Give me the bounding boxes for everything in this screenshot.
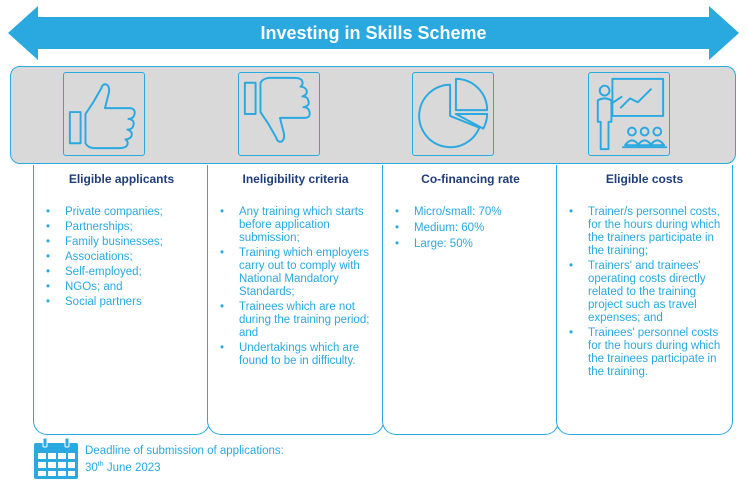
list-item: • Trainees' personnel costs for the hours during which the trainees participate in the training.	[569, 327, 722, 379]
pie-chart-icon	[412, 72, 494, 156]
card-title: Ineligibility criteria	[242, 172, 349, 186]
list-item: • Undertakings which are found to be in difficulty.	[220, 342, 373, 368]
card-title: Eligible applicants	[68, 172, 175, 186]
list-item: • Any training which starts before application submission;	[220, 206, 373, 245]
list-item: • Social partners	[46, 296, 199, 309]
bullet-list	[208, 206, 383, 368]
bullet-list	[557, 206, 732, 379]
list-item: • Trainer/s personnel costs, for the hours during which the trainers participate in the training;	[569, 206, 722, 258]
list-item: • Trainees which are not during the training period; and	[220, 301, 373, 340]
list-item: • Family businesses;	[46, 236, 199, 249]
bullet-list	[34, 206, 209, 309]
deadline-suffix: th	[97, 461, 104, 468]
page-title: Investing in Skills Scheme	[260, 23, 487, 43]
deadline-label: Deadline of submission of applications:	[85, 445, 284, 457]
card-eligible-costs	[556, 165, 733, 435]
thumbs-down-icon	[238, 72, 320, 156]
list-item: • Training which employers carry out to comply with National Mandatory Standards;	[220, 247, 373, 299]
list-item: • NGOs; and	[46, 281, 199, 294]
list-item: • Trainers' and trainees' operating costs directly related to the training project such as travel expenses; and	[569, 260, 722, 325]
calendar-icon	[33, 438, 79, 480]
deadline-month-year: June 2023	[103, 461, 161, 474]
card-title: Co-financing rate	[421, 172, 520, 186]
deadline-date	[85, 458, 284, 475]
presentation-icon	[588, 72, 670, 156]
card-ineligibility-criteria	[207, 165, 384, 435]
list-item: • Micro/small: 70%	[395, 206, 548, 219]
list-item: • Private companies;	[46, 206, 199, 219]
list-item: • Medium: 60%	[395, 222, 548, 235]
list-item: • Partnerships;	[46, 221, 199, 234]
card-eligible-applicants	[33, 165, 210, 435]
deadline-text	[85, 445, 284, 475]
bullet-list	[383, 206, 558, 251]
list-item: • Associations;	[46, 251, 199, 264]
thumbs-up-icon	[63, 72, 145, 156]
deadline-day: 30	[85, 461, 98, 474]
list-item: • Large: 50%	[395, 238, 548, 251]
list-item: • Self-employed;	[46, 266, 199, 279]
card-co-financing-rate	[382, 165, 559, 435]
card-title: Eligible costs	[605, 172, 684, 186]
